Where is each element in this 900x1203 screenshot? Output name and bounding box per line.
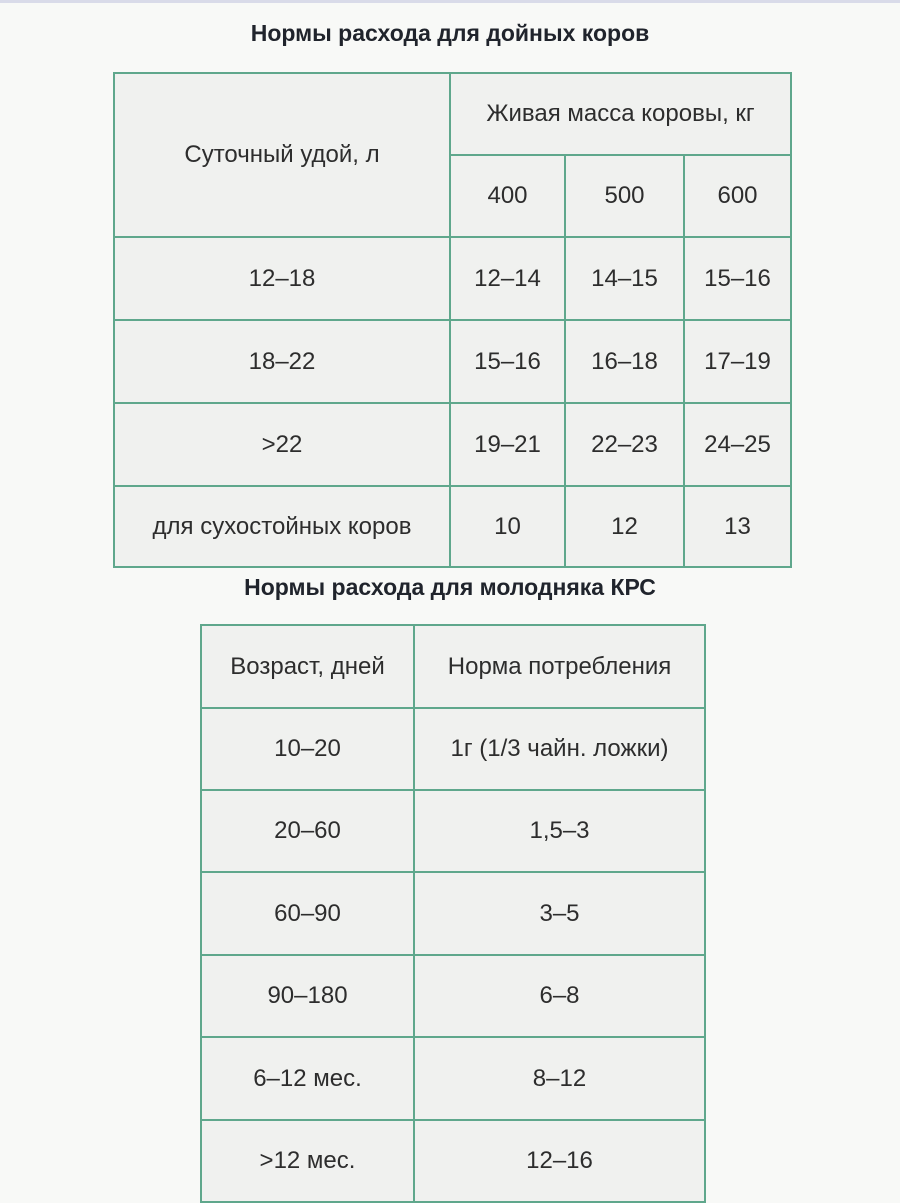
- norm-cell: 15–16: [450, 320, 565, 403]
- yield-range-cell: для сухостойных коров: [114, 486, 450, 567]
- mass-column-header: 500: [565, 155, 684, 237]
- table-row: [201, 872, 705, 955]
- norm-cell: 12: [565, 486, 684, 567]
- table-row: [201, 708, 705, 790]
- age-cell: 10–20: [201, 708, 414, 790]
- top-edge-strip: [0, 0, 900, 3]
- mass-column-header: 400: [450, 155, 565, 237]
- table-row: [201, 955, 705, 1037]
- norm-cell: 22–23: [565, 403, 684, 486]
- mass-header-cell: Живая масса коровы, кг: [450, 73, 791, 155]
- norm-column-header: Норма потребления: [414, 625, 705, 708]
- norm-cell: 17–19: [684, 320, 791, 403]
- table-row: [201, 625, 705, 708]
- age-cell: 60–90: [201, 872, 414, 955]
- yield-range-cell: 12–18: [114, 237, 450, 320]
- table-row: [114, 320, 791, 403]
- norm-cell: 14–15: [565, 237, 684, 320]
- norm-cell: 13: [684, 486, 791, 567]
- table-row: [114, 237, 791, 320]
- norm-cell: 8–12: [414, 1037, 705, 1120]
- table-row: [201, 790, 705, 872]
- age-cell: >12 мес.: [201, 1120, 414, 1202]
- norm-cell: 12–14: [450, 237, 565, 320]
- age-column-header: Возраст, дней: [201, 625, 414, 708]
- norm-cell: 16–18: [565, 320, 684, 403]
- table-row: [114, 403, 791, 486]
- norm-cell: 15–16: [684, 237, 791, 320]
- yield-range-cell: >22: [114, 403, 450, 486]
- young-cattle-table-title: Нормы расхода для молодняка КРС: [244, 574, 656, 600]
- norm-cell: 1г (1/3 чайн. ложки): [414, 708, 705, 790]
- norm-cell: 12–16: [414, 1120, 705, 1202]
- age-cell: 90–180: [201, 955, 414, 1037]
- age-cell: 20–60: [201, 790, 414, 872]
- young-cattle-consumption-table: [200, 624, 706, 1203]
- norm-cell: 24–25: [684, 403, 791, 486]
- norm-cell: 6–8: [414, 955, 705, 1037]
- table-row: [201, 1120, 705, 1202]
- mass-column-header: 600: [684, 155, 791, 237]
- norm-cell: 10: [450, 486, 565, 567]
- yield-header-cell: Суточный удой, л: [114, 73, 450, 237]
- table-row: [114, 73, 791, 155]
- norm-cell: 19–21: [450, 403, 565, 486]
- yield-range-cell: 18–22: [114, 320, 450, 403]
- dairy-consumption-table: [113, 72, 792, 568]
- dairy-table-title: Нормы расхода для дойных коров: [250, 20, 650, 46]
- table-row: [201, 1037, 705, 1120]
- norm-cell: 1,5–3: [414, 790, 705, 872]
- age-cell: 6–12 мес.: [201, 1037, 414, 1120]
- norm-cell: 3–5: [414, 872, 705, 955]
- table-row: [114, 486, 791, 567]
